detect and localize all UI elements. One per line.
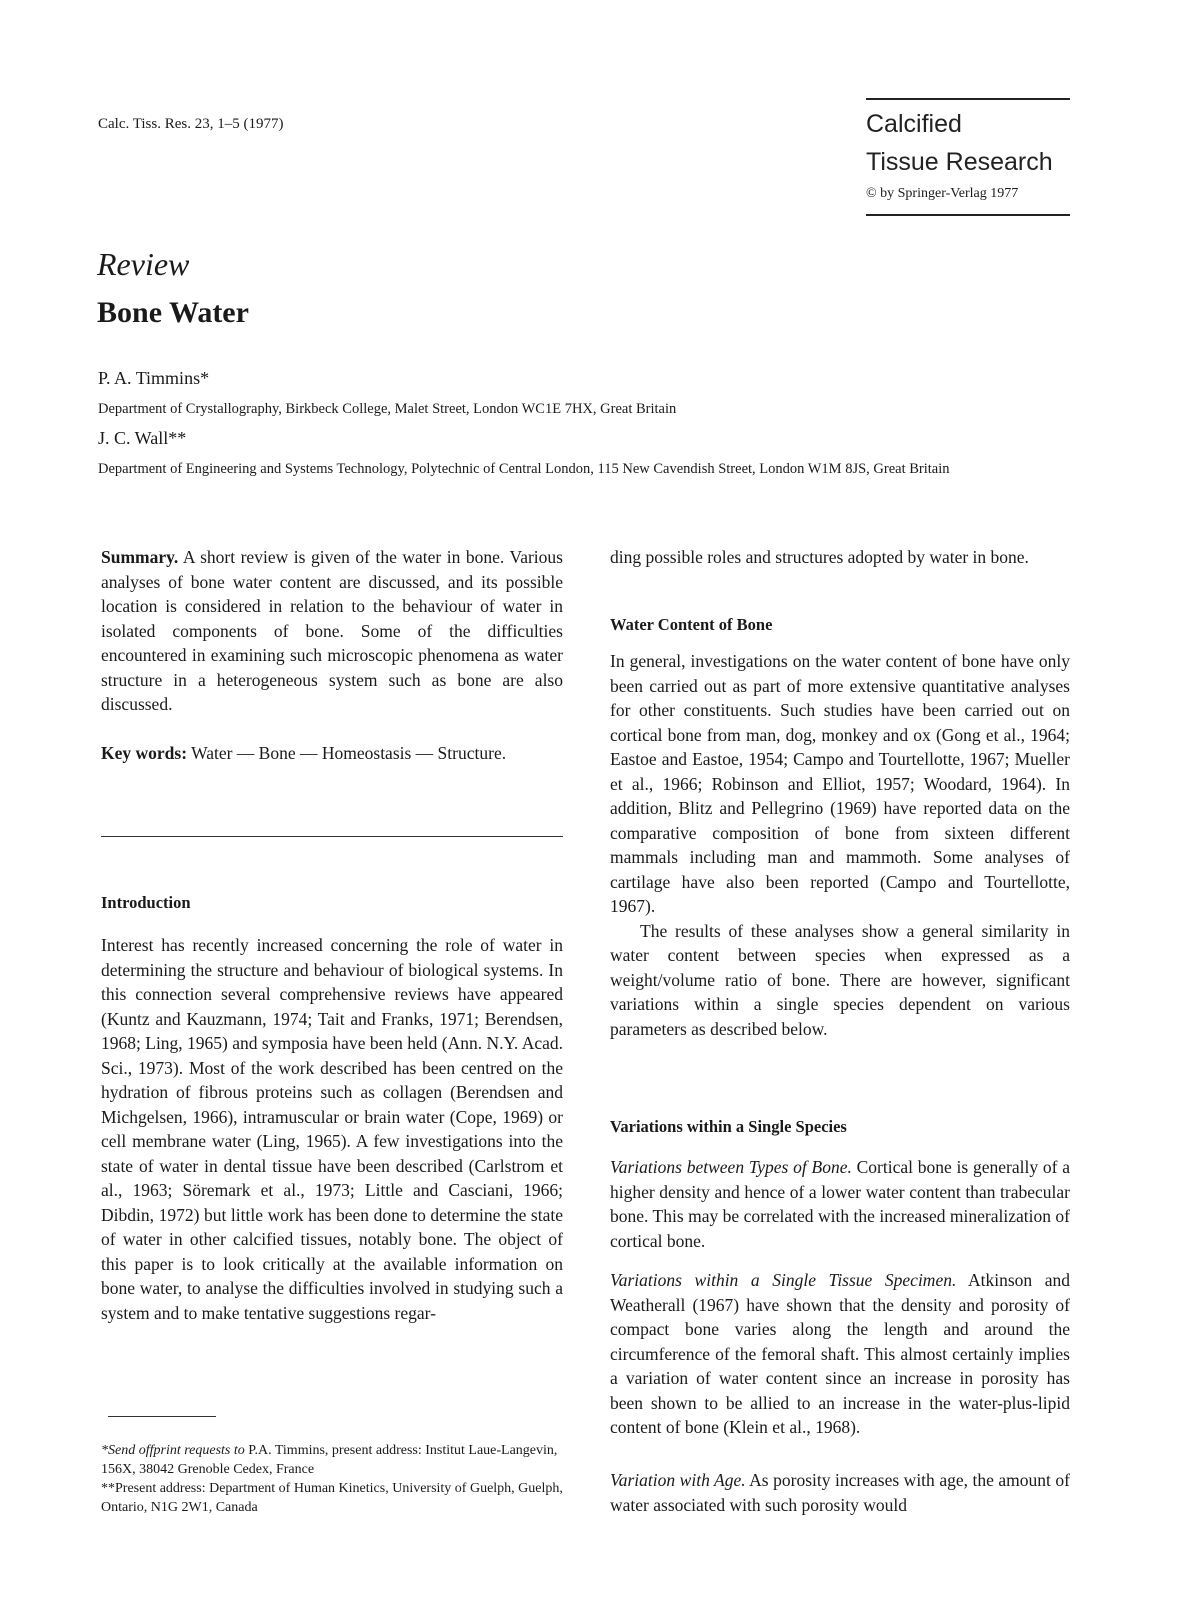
variations-types-label: Variations between Types of Bone.	[610, 1157, 852, 1177]
introduction-continued	[610, 545, 1070, 570]
summary-label: Summary.	[101, 547, 179, 567]
water-content-heading: Water Content of Bone	[610, 615, 773, 634]
author-name-2: J. C. Wall**	[98, 428, 187, 448]
footnote-1	[101, 1441, 563, 1479]
summary-text: A short review is given of the water in bone. Various analyses of bone water content are discussed, and its possible location is considered in relation to the behaviour of water in isolated components of bone. Some of the difficulties encountered in examining such microscopic phenomena as water structure in a heterogeneous system such as bone are also discussed.	[101, 547, 563, 714]
introduction-text: Interest has recently increased concerning the role of water in determining the structure and behaviour of biological systems. In this connection several comprehensive reviews have appeared (Kuntz and Kauzmann, 1974; Tait and Franks, 1971; Berendsen, 1968; Ling, 1965) and symposia have been held (Ann. N.Y. Acad. Sci., 1973). Most of the work described has been centred on the hydration of fibrous proteins such as collagen (Berendsen and Michgelsen, 1966), intramuscular or brain water (Cope, 1969) or cell membrane water (Ling, 1965). A few investigations into the state of water in dental tissue have been described (Carlstrom et al., 1963; Söremark et al., 1973; Little and Casciani, 1966; Dibdin, 1972) but little work has been done to determine the state of water in other calcified tissues, notably bone. The object of this paper is to look critically at the available information on bone water, to analyse the difficulties involved in studying such a system and to make tentative suggestions regar-	[101, 935, 563, 1323]
author-affiliation-1: Department of Crystallography, Birkbeck College, Malet Street, London WC1E 7HX, Great Britain	[98, 401, 677, 417]
introduction-paragraph	[101, 933, 563, 1325]
variations-age-label: Variation with Age.	[610, 1470, 746, 1490]
variations-specimen-label: Variations within a Single Tissue Specimen.	[610, 1270, 957, 1290]
variations-types-text: Cortical bone is generally of a higher density and hence of a lower water content than trabecular bone. This may be correlated with the increased mineralization of cortical bone.	[610, 1157, 1070, 1251]
journal-citation: Calc. Tiss. Res. 23, 1–5 (1977)	[98, 116, 284, 132]
footnotes	[101, 1441, 563, 1517]
journal-name-line1: Calcified	[866, 110, 962, 138]
variations-types-paragraph	[610, 1155, 1070, 1253]
author-affiliation-2: Department of Engineering and Systems Technology, Polytechnic of Central London, 115 New Cavendish Street, London W1M 8JS, Great Britain	[98, 461, 950, 477]
masthead-top-rule	[866, 98, 1070, 100]
variations-age-text: As porosity increases with age, the amount of water associated with such porosity would	[610, 1470, 1070, 1515]
variations-specimen-paragraph	[610, 1268, 1070, 1440]
section-divider	[101, 836, 563, 837]
copyright-notice: © by Springer-Verlag 1977	[866, 186, 1019, 201]
journal-masthead	[866, 98, 1070, 216]
masthead-bottom-rule	[866, 214, 1070, 216]
variations-heading: Variations within a Single Species	[610, 1117, 847, 1136]
keywords-paragraph	[101, 741, 563, 766]
keywords-label: Key words:	[101, 743, 188, 763]
summary-paragraph	[101, 545, 563, 717]
keywords-text: Water — Bone — Homeostasis — Structure.	[187, 743, 507, 763]
footnote-1-text: P.A. Timmins, present address: Institut Laue-Langevin, 156X, 38042 Grenoble Cedex, France	[101, 1443, 558, 1477]
footnote-2: **Present address: Department of Human Kinetics, University of Guelph, Guelph, Ontario, N1G 2W1, Canada	[101, 1481, 563, 1515]
article-type-label: Review	[97, 246, 190, 282]
introduction-continued-text: ding possible roles and structures adopted by water in bone.	[610, 547, 1029, 567]
water-content-section	[610, 649, 1070, 1041]
author-name-1: P. A. Timmins*	[98, 368, 210, 388]
variations-age-paragraph	[610, 1468, 1070, 1517]
footnote-1-label: *Send offprint requests to	[101, 1443, 245, 1458]
footnote-rule	[108, 1416, 216, 1417]
journal-name-line2: Tissue Research	[866, 148, 1053, 176]
introduction-heading: Introduction	[101, 893, 191, 912]
water-content-paragraph-2: The results of these analyses show a general similarity in water content between species when expressed as a weight/volume ratio of bone. There are however, significant variations within a single species dependent on various parameters as described below.	[610, 920, 1070, 1039]
variations-specimen-text: Atkinson and Weatherall (1967) have shown that the density and porosity of compact bone varies along the length and around the circumference of the femoral shaft. This almost certainly implies a variation of water content since an increase in porosity has been shown to be allied to an increase in the water-plus-lipid content of bone (Klein et al., 1968).	[610, 1270, 1070, 1437]
article-title: Bone Water	[97, 296, 249, 329]
water-content-paragraph-1: In general, investigations on the water content of bone have only been carried out as part of more extensive quantitative analyses for other constituents. Such studies have been carried out on cortical bone from man, dog, monkey and ox (Gong et al., 1964; Eastoe and Eastoe, 1954; Campo and Tourtellotte, 1967; Mueller et al., 1966; Robinson and Elliot, 1957; Woodard, 1964). In addition, Blitz and Pellegrino (1969) have reported data on the comparative composition of bone from sixteen different mammals including man and mammoth. Some analyses of cartilage have also been reported (Campo and Tourtellotte, 1967).	[610, 651, 1070, 916]
